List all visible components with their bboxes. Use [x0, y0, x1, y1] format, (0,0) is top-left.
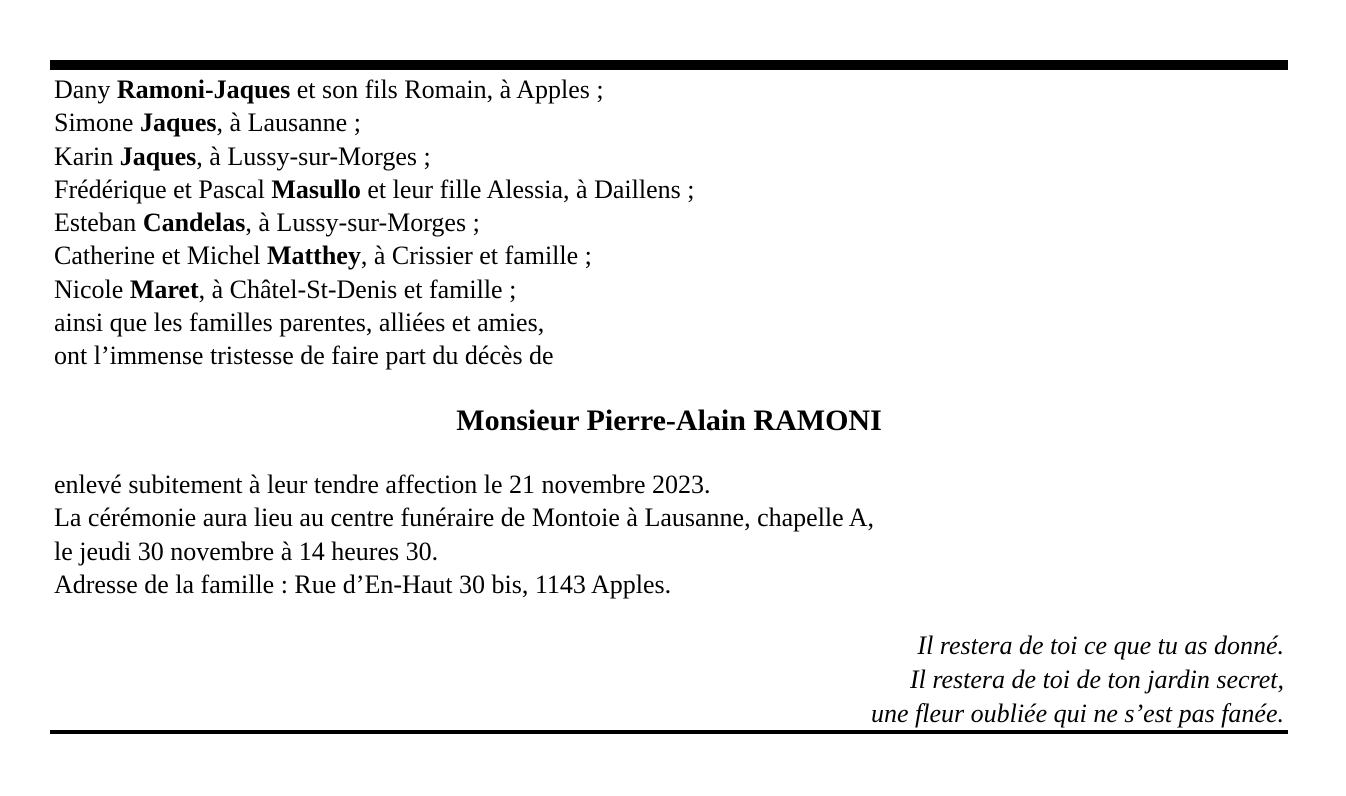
top-rule: [50, 60, 1288, 70]
deceased-name: Monsieur Pierre-Alain RAMONI: [456, 404, 882, 437]
mourner-first-names: Dany: [54, 75, 117, 104]
detail-line: enlevé subitement à leur tendre affection le 21 novembre 2023.: [54, 470, 711, 499]
mourner-line: [54, 273, 1284, 306]
mourner-surname: Matthey: [266, 241, 361, 271]
mourner-surname: Maret: [129, 274, 199, 304]
poem-line: Il restera de toi de ton jardin secret,: [909, 665, 1284, 694]
mourner-first-names: Catherine et Michel: [54, 241, 267, 271]
mourner-location: et leur fille Alessia, à Daillens ;: [360, 174, 695, 204]
detail-line: le jeudi 30 novembre à 14 heures 30.: [54, 536, 439, 566]
mourner-location: , à Lausanne ;: [216, 108, 361, 138]
mourner-line: [54, 140, 1284, 173]
mourner-location: et son fils Romain, à Apples ;: [290, 75, 604, 104]
mourners-list: [54, 73, 1284, 373]
poem-quote: [700, 629, 1284, 731]
mourner-location: , à Lussy-sur-Morges ;: [245, 208, 480, 238]
intro-line: ainsi que les familles parentes, alliées et amies,: [54, 308, 545, 338]
poem-line: une fleur oubliée qui ne s’est pas fanée.: [870, 699, 1284, 728]
mourner-first-names: Simone: [54, 108, 140, 138]
mourner-line: [54, 173, 1284, 206]
mourner-surname: Candelas: [142, 208, 246, 238]
ceremony-details: [54, 468, 1284, 601]
mourner-location: , à Crissier et famille ;: [360, 241, 592, 271]
mourner-line: [54, 239, 1284, 272]
mourner-surname: Masullo: [271, 174, 361, 204]
mourner-surname: Jaques: [139, 108, 217, 138]
mourner-line: [54, 73, 1284, 106]
mourner-first-names: Frédérique et Pascal: [54, 174, 272, 204]
bottom-rule: [50, 730, 1288, 734]
mourner-line: [54, 206, 1284, 239]
detail-line: La cérémonie aura lieu au centre funéraire de Montoie à Lausanne, chapelle A,: [54, 503, 875, 533]
mourner-location: , à Châtel-St-Denis et famille ;: [198, 274, 517, 304]
mourner-first-names: Karin: [54, 141, 120, 171]
mourner-location: , à Lussy-sur-Morges ;: [196, 141, 431, 171]
detail-line: Adresse de la famille : Rue d’En-Haut 30 bis, 1143 Apples.: [54, 569, 672, 599]
mourner-surname: Jaques: [119, 141, 197, 171]
mourner-first-names: Esteban: [54, 208, 143, 238]
mourner-line: [54, 106, 1284, 139]
intro-line: ont l’immense tristesse de faire part du décès de: [54, 341, 554, 371]
poem-line: Il restera de toi ce que tu as donné.: [917, 631, 1284, 660]
mourner-first-names: Nicole: [54, 274, 130, 304]
mourner-surname: Ramoni-Jaques: [116, 75, 291, 104]
